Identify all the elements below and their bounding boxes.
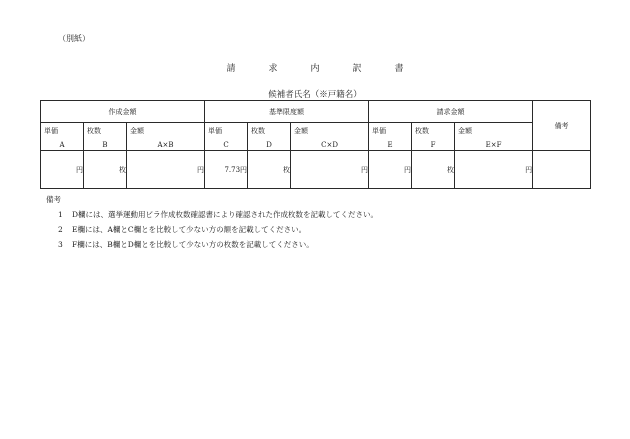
note-number: 1 bbox=[58, 210, 63, 219]
column-code: C×D bbox=[321, 141, 338, 149]
unit-price-a-cell[interactable]: 円 bbox=[41, 151, 84, 189]
column-label: 枚数 bbox=[415, 127, 430, 135]
column-label: 単価 bbox=[372, 127, 387, 135]
column-header-cell bbox=[412, 123, 455, 151]
column-label: 金額 bbox=[458, 127, 473, 135]
note-number: 2 bbox=[58, 225, 63, 234]
column-code: C bbox=[223, 141, 229, 149]
column-label: 金額 bbox=[294, 127, 309, 135]
group-header-standard-limit: 基準限度額 bbox=[205, 101, 369, 123]
note-item bbox=[58, 239, 378, 250]
column-code: E bbox=[387, 141, 393, 149]
remarks-cell[interactable] bbox=[533, 151, 591, 189]
column-code: A bbox=[59, 141, 65, 149]
quantity-b-cell[interactable]: 枚 bbox=[84, 151, 127, 189]
note-item bbox=[58, 209, 378, 220]
column-label: 枚数 bbox=[87, 127, 101, 135]
column-header-cell bbox=[291, 123, 369, 151]
note-item bbox=[58, 224, 378, 235]
column-code: A×B bbox=[157, 141, 174, 149]
note-text: D欄には、選挙運動用ビラ作成枚数確認書により確認された作成枚数を記載してください。 bbox=[72, 210, 379, 219]
billing-breakdown-table bbox=[40, 100, 591, 189]
document-title: 請 求 内 訳 書 bbox=[226, 64, 416, 74]
column-header-cell bbox=[41, 123, 84, 151]
group-header-row bbox=[41, 101, 591, 123]
column-code: D bbox=[266, 141, 272, 149]
notes-heading: 備考 bbox=[46, 195, 61, 204]
remarks-header: 備考 bbox=[533, 101, 591, 151]
column-header-cell bbox=[84, 123, 127, 151]
group-header-production-amount: 作成金額 bbox=[41, 101, 205, 123]
data-entry-row bbox=[41, 151, 591, 189]
column-header-row bbox=[41, 123, 591, 151]
column-label: 枚数 bbox=[251, 127, 266, 135]
quantity-d-cell[interactable]: 枚 bbox=[248, 151, 291, 189]
column-header-cell bbox=[205, 123, 248, 151]
column-code: B bbox=[102, 141, 108, 149]
column-header-cell bbox=[127, 123, 205, 151]
column-code: F bbox=[430, 141, 436, 149]
note-number: 3 bbox=[58, 240, 63, 249]
amount-ef-cell[interactable]: 円 bbox=[455, 151, 533, 189]
notes-section bbox=[46, 194, 378, 254]
unit-price-c-cell[interactable]: 7.73円 bbox=[205, 151, 248, 189]
amount-ab-cell[interactable]: 円 bbox=[127, 151, 205, 189]
column-header-cell bbox=[248, 123, 291, 151]
column-header-cell bbox=[455, 123, 533, 151]
amount-cd-cell[interactable]: 円 bbox=[291, 151, 369, 189]
column-header-cell bbox=[369, 123, 412, 151]
candidate-name-label: 候補者氏名（※戸籍名） bbox=[268, 90, 362, 100]
attachment-label: （別紙） bbox=[58, 34, 90, 43]
column-code: E×F bbox=[485, 141, 502, 149]
column-label: 単価 bbox=[208, 127, 223, 135]
column-label: 金額 bbox=[130, 127, 144, 135]
column-label: 単価 bbox=[44, 127, 58, 135]
unit-price-e-cell[interactable]: 円 bbox=[369, 151, 412, 189]
quantity-f-cell[interactable]: 枚 bbox=[412, 151, 455, 189]
group-header-claim-amount: 請求金額 bbox=[369, 101, 533, 123]
note-text: E欄には、A欄とC欄とを比較して少ない方の額を記載してください。 bbox=[72, 225, 307, 234]
note-text: F欄には、B欄とD欄とを比較して少ない方の枚数を記載してください。 bbox=[72, 240, 314, 249]
